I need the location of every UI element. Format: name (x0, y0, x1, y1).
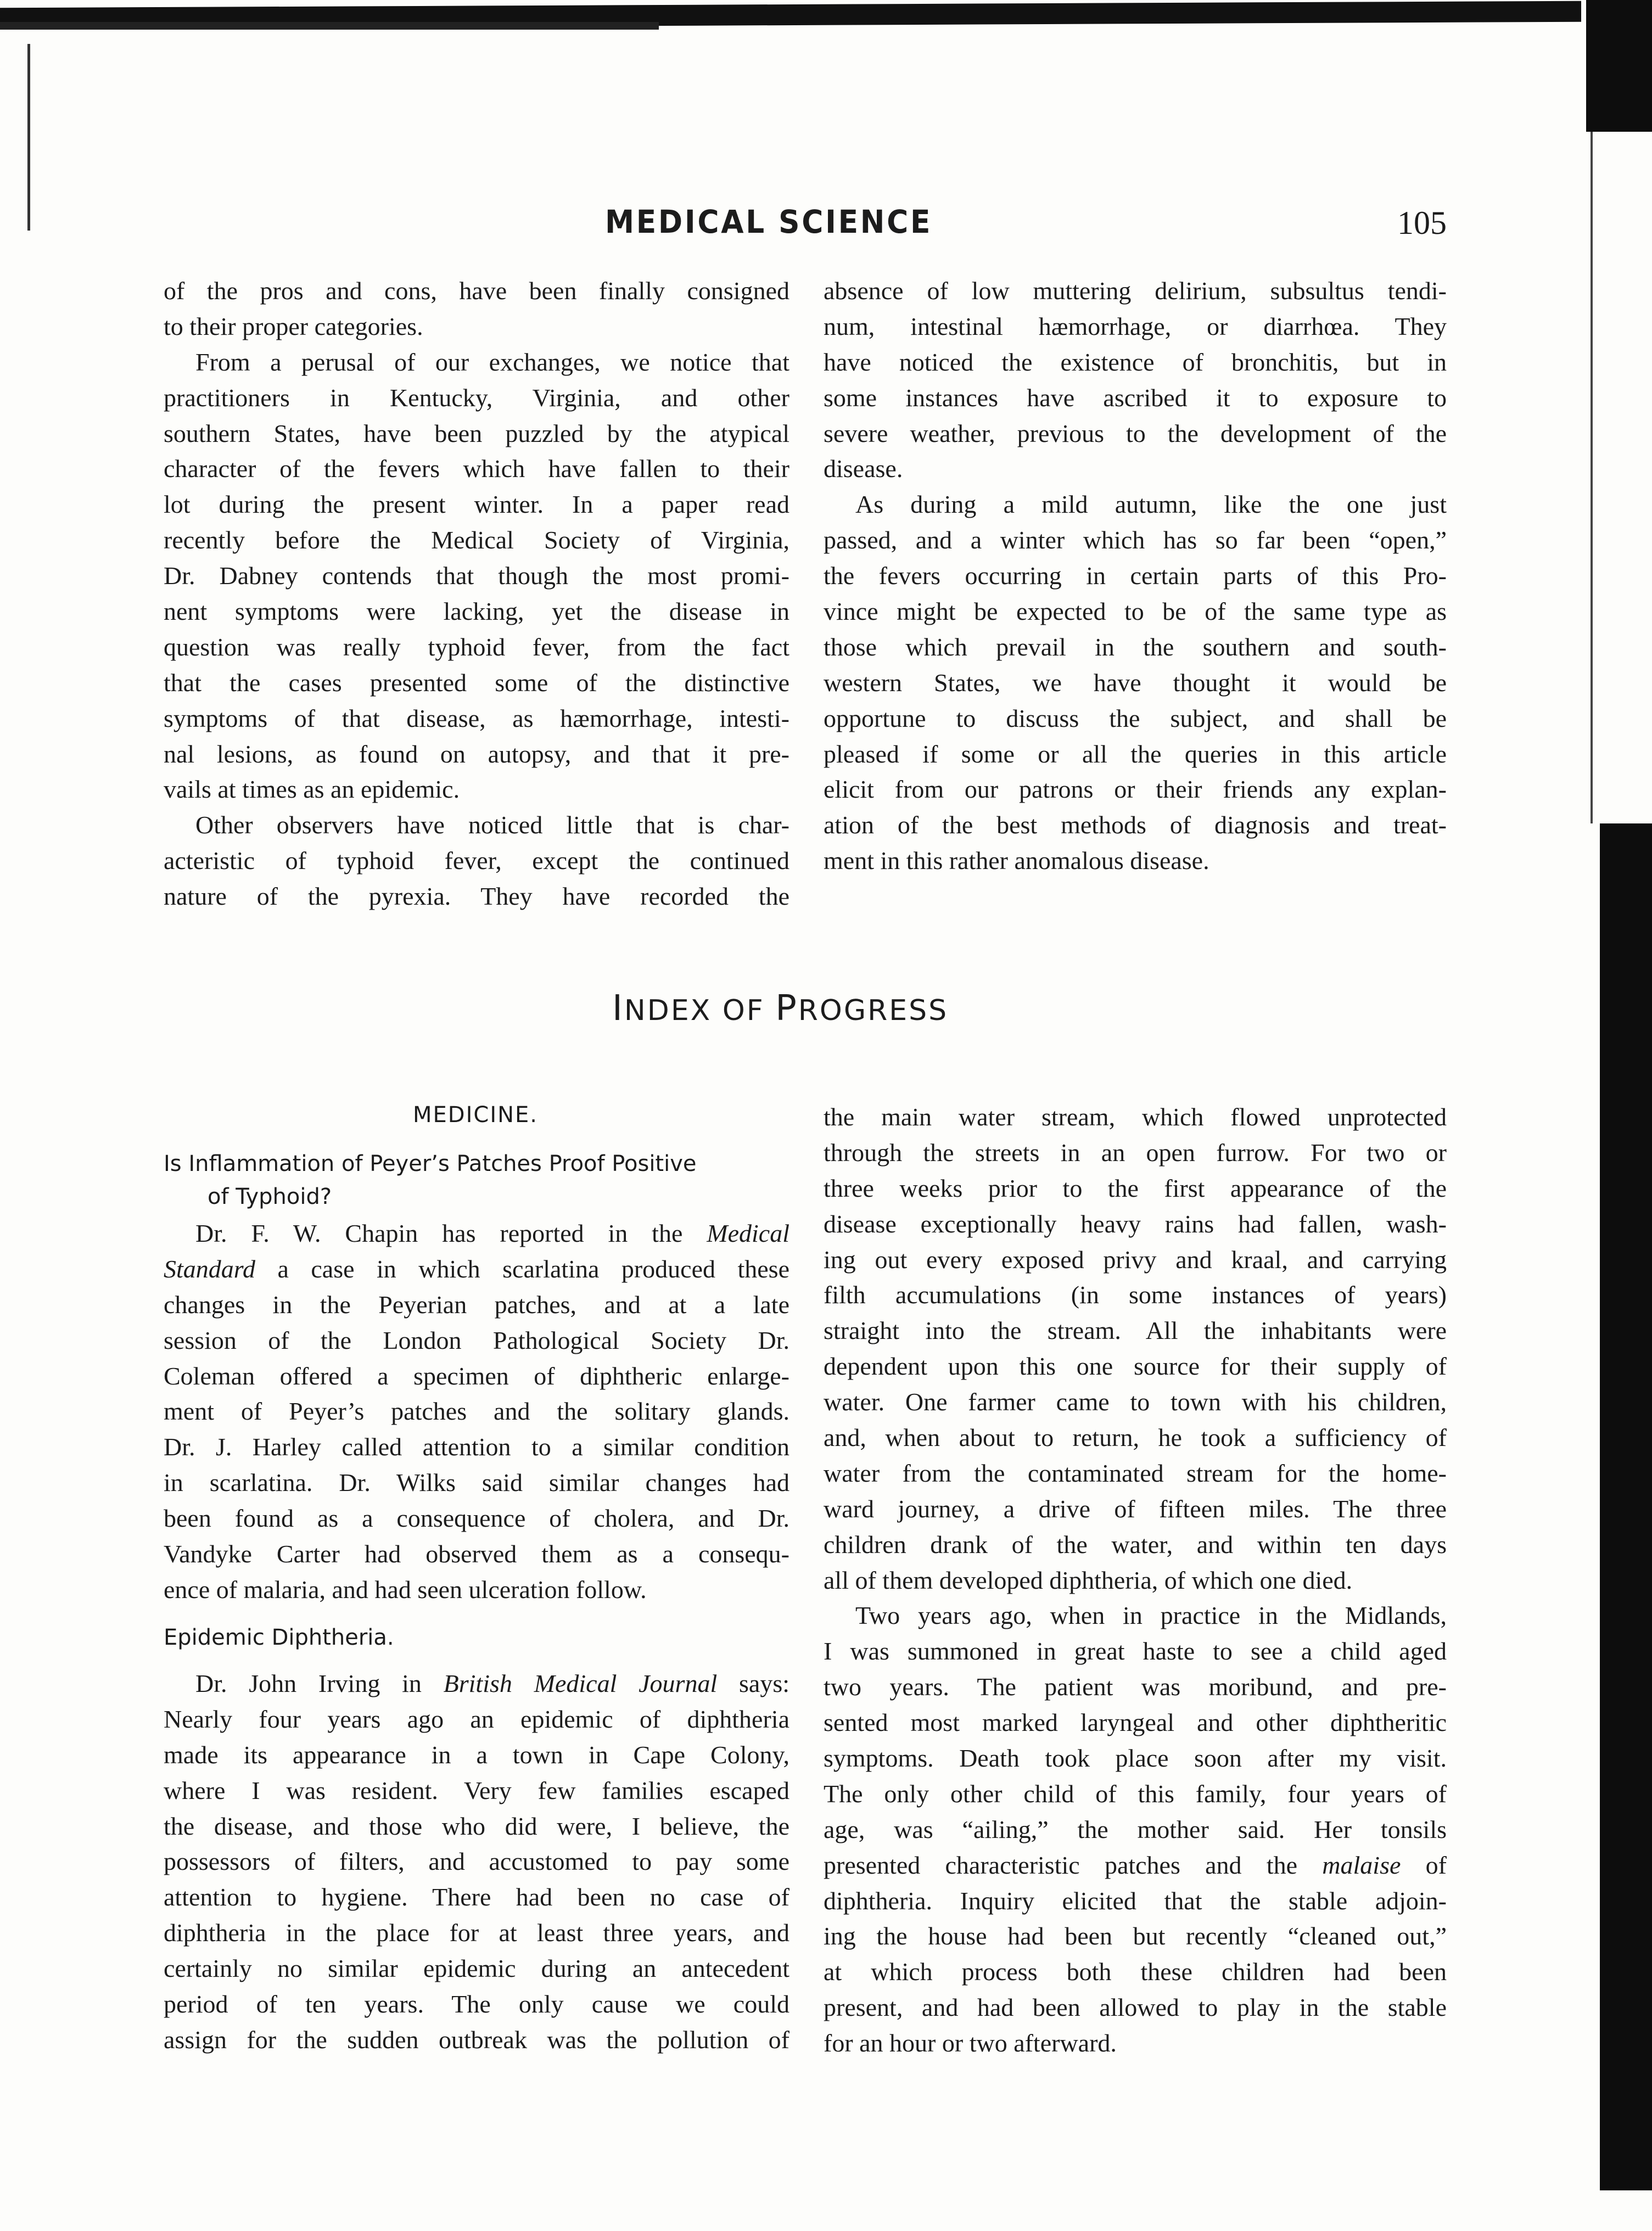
text-line: have noticed the existence of bronchitis, but in (824, 347, 1447, 376)
text-line: symptoms. Death took place soon after my visit. (824, 1744, 1447, 1773)
text-line: three weeks prior to the first appearance of the (824, 1174, 1447, 1202)
text-line: As during a mild autumn, like the one just (855, 490, 1447, 519)
text-line: The only other child of this family, four years of (824, 1779, 1447, 1808)
scan-edge-right-top (1586, 0, 1652, 132)
text-line: Dr. John Irving in British Medical Journal says: (195, 1669, 789, 1697)
text-line: Two years ago, when in practice in the Midlands, (855, 1601, 1447, 1630)
text-line: num, intestinal hæmorrhage, or diarrhœa. They (824, 312, 1447, 340)
text-line: of the pros and cons, have been finally consigned (164, 277, 789, 305)
text-line: session of the London Pathological Society Dr. (164, 1326, 789, 1354)
text-line: ing out every exposed privy and kraal, and carrying (824, 1245, 1447, 1274)
text-line: age, was “ailing,” the mother said. Her tonsils (824, 1815, 1447, 1843)
text-line: presented characteristic patches and the malaise of (824, 1851, 1447, 1879)
text-line: Vandyke Carter had observed them as a consequ- (164, 1540, 789, 1568)
text-line: lot during the present winter. In a paper read (164, 490, 789, 519)
text-line: period of ten years. The only cause we could (164, 1990, 789, 2019)
text-line: ment in this rather anomalous disease. (824, 847, 1209, 875)
text-line: water. One farmer came to town with his children, (824, 1388, 1447, 1416)
text-line: absence of low muttering delirium, subsultus tendi- (824, 277, 1447, 305)
text-line: symptoms of that disease, as hæmorrhage, intesti- (164, 704, 789, 732)
text-line: vails at times as an epidemic. (164, 775, 460, 804)
text-line: made its appearance in a town in Cape Colony, (164, 1740, 789, 1769)
title-initial: I (612, 988, 624, 1029)
text-line: elicit from our patrons or their friends any explan- (824, 775, 1447, 804)
text-line: vince might be expected to be of the same type as (824, 597, 1447, 626)
text-line: Coleman offered a specimen of diphtheric enlarge- (164, 1361, 789, 1390)
text-line: water from the contaminated stream for the home- (824, 1459, 1447, 1487)
text-line: present, and had been allowed to play in the stable (824, 1993, 1447, 2022)
scan-edge-right-line (1591, 132, 1593, 823)
section-heading-medicine: MEDICINE. (413, 1102, 539, 1128)
title-initial: P (775, 988, 798, 1029)
article-body-epidemic-diphtheria-continued (824, 1100, 1447, 2061)
text-line: character of the fevers which have fallen to their (164, 455, 789, 483)
text-line: practitioners in Kentucky, Virginia, and other (164, 383, 789, 412)
text-line: passed, and a winter which has so far been “open,” (824, 526, 1447, 554)
text-line: recently before the Medical Society of Virginia, (164, 526, 789, 554)
text-line: to their proper categories. (164, 312, 423, 340)
text-line: Other observers have noticed little that is char- (195, 811, 789, 839)
text-line: the fevers occurring in certain parts of this Pro- (824, 562, 1447, 590)
text-line: ment of Peyer’s patches and the solitary glands. (164, 1397, 789, 1426)
text-line: certainly no similar epidemic during an antecedent (164, 1954, 789, 1983)
article-body-peyers-patches (164, 1216, 789, 1608)
running-title: MEDICAL SCIENCE (605, 203, 933, 240)
text-line: assign for the sudden outbreak was the pollution of (164, 2025, 789, 2054)
text-line: two years. The patient was moribund, and pre- (824, 1673, 1447, 1701)
text-line: pleased if some or all the queries in this article (824, 739, 1447, 768)
text-line: acteristic of typhoid fever, except the continued (164, 847, 789, 875)
text-line: Dr. J. Harley called attention to a similar condition (164, 1433, 789, 1461)
text-line: those which prevail in the southern and south- (824, 632, 1447, 661)
text-line: for an hour or two afterward. (824, 2029, 1117, 2058)
column-left-top (164, 273, 789, 915)
text-line: at which process both these children had been (824, 1958, 1447, 1986)
text-line: nature of the pyrexia. They have recorded the (164, 882, 789, 911)
text-line: nal lesions, as found on autopsy, and that it pre- (164, 739, 789, 768)
article-title-epidemic-diphtheria: Epidemic Diphtheria. (164, 1625, 394, 1650)
text-line: filth accumulations (in some instances of years) (824, 1281, 1447, 1309)
column-right-top (824, 273, 1447, 879)
text-line: been found as a consequence of cholera, and Dr. (164, 1504, 789, 1533)
text-line: ation of the best methods of diagnosis and treat- (824, 811, 1447, 839)
text-line: severe weather, previous to the development of the (824, 419, 1447, 447)
article-body-epidemic-diphtheria (164, 1666, 789, 2058)
title-part: ROGRESS (798, 994, 949, 1027)
title-part: NDEX OF (624, 994, 776, 1027)
text-line: diphtheria. Inquiry elicited that the stable adjoin- (824, 1886, 1447, 1915)
text-line: Dr. Dabney contends that though the most promi- (164, 562, 789, 590)
scan-edge-right (1600, 823, 1652, 2190)
text-line: the disease, and those who did were, I believe, the (164, 1812, 789, 1840)
text-line: and, when about to return, he took a sufficiency of (824, 1423, 1447, 1452)
scan-edge-top-shadow (0, 22, 659, 30)
text-line: some instances have ascribed it to exposure to (824, 383, 1447, 412)
text-line: in scarlatina. Dr. Wilks said similar changes had (164, 1468, 789, 1497)
text-line: children drank of the water, and within ten days (824, 1530, 1447, 1559)
text-line: changes in the Peyerian patches, and at a late (164, 1290, 789, 1319)
text-line: nent symptoms were lacking, yet the disease in (164, 597, 789, 626)
text-line: that the cases presented some of the distinctive (164, 668, 789, 697)
text-line: the main water stream, which flowed unprotected (824, 1103, 1447, 1131)
text-line: through the streets in an open furrow. For two or (824, 1138, 1447, 1167)
text-line: ing the house had been but recently “cleaned out,” (824, 1922, 1447, 1950)
text-line: all of them developed diphtheria, of which one died. (824, 1566, 1353, 1594)
section-title-index-of-progress (612, 988, 948, 1029)
text-line: diphtheria in the place for at least three years, and (164, 1919, 789, 1947)
text-line: southern States, have been puzzled by the atypical (164, 419, 789, 447)
text-line: Standard a case in which scarlatina produced these (164, 1254, 789, 1283)
text-line: From a perusal of our exchanges, we notice that (195, 347, 789, 376)
text-line: western States, we have thought it would be (824, 668, 1447, 697)
text-line: attention to hygiene. There had been no case of (164, 1883, 789, 1912)
text-line: disease. (824, 455, 903, 483)
text-line: question was really typhoid fever, from the fact (164, 632, 789, 661)
scan-edge-left (27, 44, 30, 231)
text-line: I was summoned in great haste to see a child aged (824, 1637, 1447, 1666)
article-title-line: of Typhoid? (208, 1184, 332, 1209)
text-line: Nearly four years ago an epidemic of diphtheria (164, 1705, 789, 1733)
page-number: 105 (1397, 205, 1447, 241)
text-line: straight into the stream. All the inhabitants were (824, 1316, 1447, 1345)
text-line: disease exceptionally heavy rains had fallen, wash- (824, 1209, 1447, 1238)
text-line: possessors of filters, and accustomed to pay some (164, 1847, 789, 1876)
article-title-peyers-patches (164, 1147, 789, 1213)
text-line: sented most marked laryngeal and other diphtheritic (824, 1708, 1447, 1737)
article-title-line: Is Inflammation of Peyer’s Patches Proof Positive (164, 1151, 697, 1176)
text-line: where I was resident. Very few families escaped (164, 1776, 789, 1804)
text-line: Dr. F. W. Chapin has reported in the Medical (195, 1219, 789, 1247)
text-line: opportune to discuss the subject, and shall be (824, 704, 1447, 732)
text-line: ence of malaria, and had seen ulceration follow. (164, 1575, 647, 1604)
text-line: dependent upon this one source for their supply of (824, 1352, 1447, 1381)
text-line: ward journey, a drive of fifteen miles. The three (824, 1494, 1447, 1523)
